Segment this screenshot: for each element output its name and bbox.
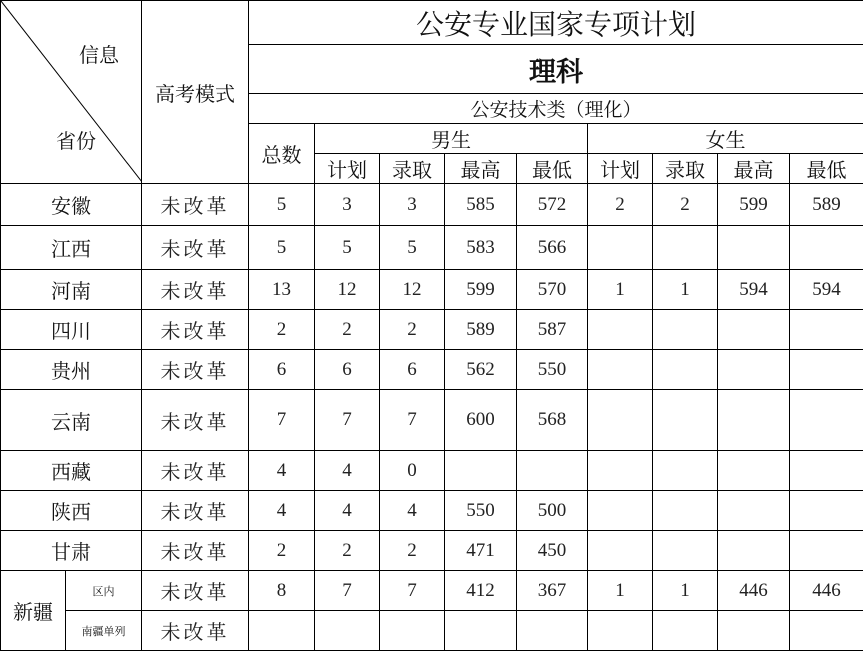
corner-diagonal-line	[1, 1, 142, 182]
female-min-cell	[790, 491, 863, 531]
female-min-cell: 446	[790, 571, 863, 611]
table-row	[1, 184, 863, 226]
male-min-cell	[517, 451, 588, 491]
page-title: 公安专业国家专项计划	[249, 1, 863, 45]
total-cell	[249, 611, 315, 651]
exam-mode-cell: 未改革	[142, 310, 249, 350]
male-min-cell: 587	[517, 310, 588, 350]
female-max-cell	[718, 491, 790, 531]
table-row	[1, 226, 863, 270]
female-max-header: 最高	[718, 154, 790, 184]
table-row	[1, 390, 863, 451]
male-max-cell	[445, 611, 517, 651]
male-min-cell	[517, 611, 588, 651]
male-min-cell: 450	[517, 531, 588, 571]
male-min-cell: 367	[517, 571, 588, 611]
province-cell: 安徽	[1, 184, 142, 226]
province-header-label: 省份	[56, 129, 96, 153]
female-plan-cell	[588, 531, 653, 571]
exam-mode-cell: 未改革	[142, 531, 249, 571]
total-cell: 2	[249, 310, 315, 350]
female-max-cell: 599	[718, 184, 790, 226]
male-plan-cell: 12	[315, 270, 380, 310]
total-cell: 4	[249, 451, 315, 491]
table-row	[1, 350, 863, 390]
male-admit-cell: 3	[380, 184, 445, 226]
total-header: 总数	[249, 124, 315, 184]
male-admit-cell	[380, 611, 445, 651]
table-row	[1, 451, 863, 491]
female-admit-cell: 2	[653, 184, 718, 226]
exam-mode-cell: 未改革	[142, 611, 249, 651]
female-min-header: 最低	[790, 154, 863, 184]
male-max-cell: 562	[445, 350, 517, 390]
male-min-cell: 568	[517, 390, 588, 451]
female-admit-cell	[653, 451, 718, 491]
male-admit-cell: 4	[380, 491, 445, 531]
info-label: 信息	[79, 43, 119, 67]
male-plan-cell: 4	[315, 451, 380, 491]
total-cell: 13	[249, 270, 315, 310]
xinjiang-sub-label: 区内	[66, 571, 142, 611]
female-plan-cell	[588, 451, 653, 491]
female-admit-cell: 1	[653, 571, 718, 611]
female-max-cell	[718, 310, 790, 350]
female-max-cell	[718, 390, 790, 451]
total-cell: 7	[249, 390, 315, 451]
male-admit-cell: 2	[380, 531, 445, 571]
male-plan-cell: 5	[315, 226, 380, 270]
male-max-cell: 471	[445, 531, 517, 571]
male-plan-cell: 7	[315, 390, 380, 451]
male-admit-cell: 0	[380, 451, 445, 491]
total-cell: 5	[249, 226, 315, 270]
male-max-cell: 599	[445, 270, 517, 310]
male-plan-cell: 7	[315, 571, 380, 611]
category-title: 公安技术类（理化）	[249, 94, 863, 124]
male-min-header: 最低	[517, 154, 588, 184]
female-max-cell	[718, 531, 790, 571]
province-cell: 贵州	[1, 350, 142, 390]
table-row	[1, 491, 863, 531]
female-plan-cell: 1	[588, 270, 653, 310]
male-admit-cell: 7	[380, 390, 445, 451]
male-max-cell: 583	[445, 226, 517, 270]
xinjiang-sub-label: 南疆单列	[66, 611, 142, 651]
exam-mode-cell: 未改革	[142, 390, 249, 451]
female-plan-cell: 2	[588, 184, 653, 226]
male-max-cell: 412	[445, 571, 517, 611]
female-admit-cell	[653, 611, 718, 651]
female-max-cell	[718, 350, 790, 390]
exam-mode-cell: 未改革	[142, 184, 249, 226]
male-plan-cell	[315, 611, 380, 651]
female-plan-cell	[588, 350, 653, 390]
total-cell: 8	[249, 571, 315, 611]
female-admit-cell	[653, 310, 718, 350]
exam-mode-header: 高考模式	[142, 1, 249, 184]
male-plan-cell: 2	[315, 531, 380, 571]
total-cell: 5	[249, 184, 315, 226]
male-admit-cell: 12	[380, 270, 445, 310]
male-plan-cell: 2	[315, 310, 380, 350]
female-admit-cell	[653, 491, 718, 531]
province-cell: 云南	[1, 390, 142, 451]
province-cell: 河南	[1, 270, 142, 310]
province-cell: 江西	[1, 226, 142, 270]
female-plan-header: 计划	[588, 154, 653, 184]
table-row	[1, 531, 863, 571]
female-admit-cell	[653, 350, 718, 390]
female-min-cell	[790, 226, 863, 270]
province-cell: 陕西	[1, 491, 142, 531]
male-admit-cell: 5	[380, 226, 445, 270]
exam-mode-cell: 未改革	[142, 571, 249, 611]
female-min-cell	[790, 451, 863, 491]
male-plan-header: 计划	[315, 154, 380, 184]
exam-mode-cell: 未改革	[142, 451, 249, 491]
total-cell: 6	[249, 350, 315, 390]
exam-mode-cell: 未改革	[142, 491, 249, 531]
female-max-cell: 446	[718, 571, 790, 611]
female-admit-cell	[653, 531, 718, 571]
male-max-header: 最高	[445, 154, 517, 184]
total-cell: 4	[249, 491, 315, 531]
province-cell: 四川	[1, 310, 142, 350]
male-min-cell: 500	[517, 491, 588, 531]
female-admit-header: 录取	[653, 154, 718, 184]
corner-header-cell	[1, 1, 142, 184]
male-min-cell: 566	[517, 226, 588, 270]
female-min-cell	[790, 310, 863, 350]
male-max-cell: 585	[445, 184, 517, 226]
table-row	[1, 270, 863, 310]
female-max-cell	[718, 226, 790, 270]
male-min-cell: 550	[517, 350, 588, 390]
male-admit-cell: 7	[380, 571, 445, 611]
female-plan-cell	[588, 226, 653, 270]
female-plan-cell	[588, 390, 653, 451]
male-max-cell	[445, 451, 517, 491]
female-plan-cell	[588, 491, 653, 531]
male-header: 男生	[315, 124, 588, 154]
female-max-cell	[718, 611, 790, 651]
female-min-cell	[790, 390, 863, 451]
province-cell: 甘肃	[1, 531, 142, 571]
female-admit-cell: 1	[653, 270, 718, 310]
female-max-cell: 594	[718, 270, 790, 310]
male-plan-cell: 6	[315, 350, 380, 390]
male-admit-header: 录取	[380, 154, 445, 184]
female-min-cell	[790, 350, 863, 390]
male-min-cell: 572	[517, 184, 588, 226]
male-max-cell: 589	[445, 310, 517, 350]
male-admit-cell: 2	[380, 310, 445, 350]
female-min-cell: 594	[790, 270, 863, 310]
province-cell-xinjiang: 新疆	[1, 571, 66, 651]
province-cell: 西藏	[1, 451, 142, 491]
female-max-cell	[718, 451, 790, 491]
female-admit-cell	[653, 226, 718, 270]
female-plan-cell	[588, 611, 653, 651]
male-admit-cell: 6	[380, 350, 445, 390]
male-min-cell: 570	[517, 270, 588, 310]
male-max-cell: 600	[445, 390, 517, 451]
exam-mode-cell: 未改革	[142, 350, 249, 390]
female-header: 女生	[588, 124, 863, 154]
total-cell: 2	[249, 531, 315, 571]
female-min-cell	[790, 611, 863, 651]
male-plan-cell: 3	[315, 184, 380, 226]
table-row	[1, 310, 863, 350]
female-plan-cell	[588, 310, 653, 350]
exam-mode-cell: 未改革	[142, 270, 249, 310]
female-min-cell	[790, 531, 863, 571]
female-min-cell: 589	[790, 184, 863, 226]
exam-mode-cell: 未改革	[142, 226, 249, 270]
male-plan-cell: 4	[315, 491, 380, 531]
male-max-cell: 550	[445, 491, 517, 531]
subject-title: 理科	[249, 45, 863, 94]
female-admit-cell	[653, 390, 718, 451]
female-plan-cell: 1	[588, 571, 653, 611]
